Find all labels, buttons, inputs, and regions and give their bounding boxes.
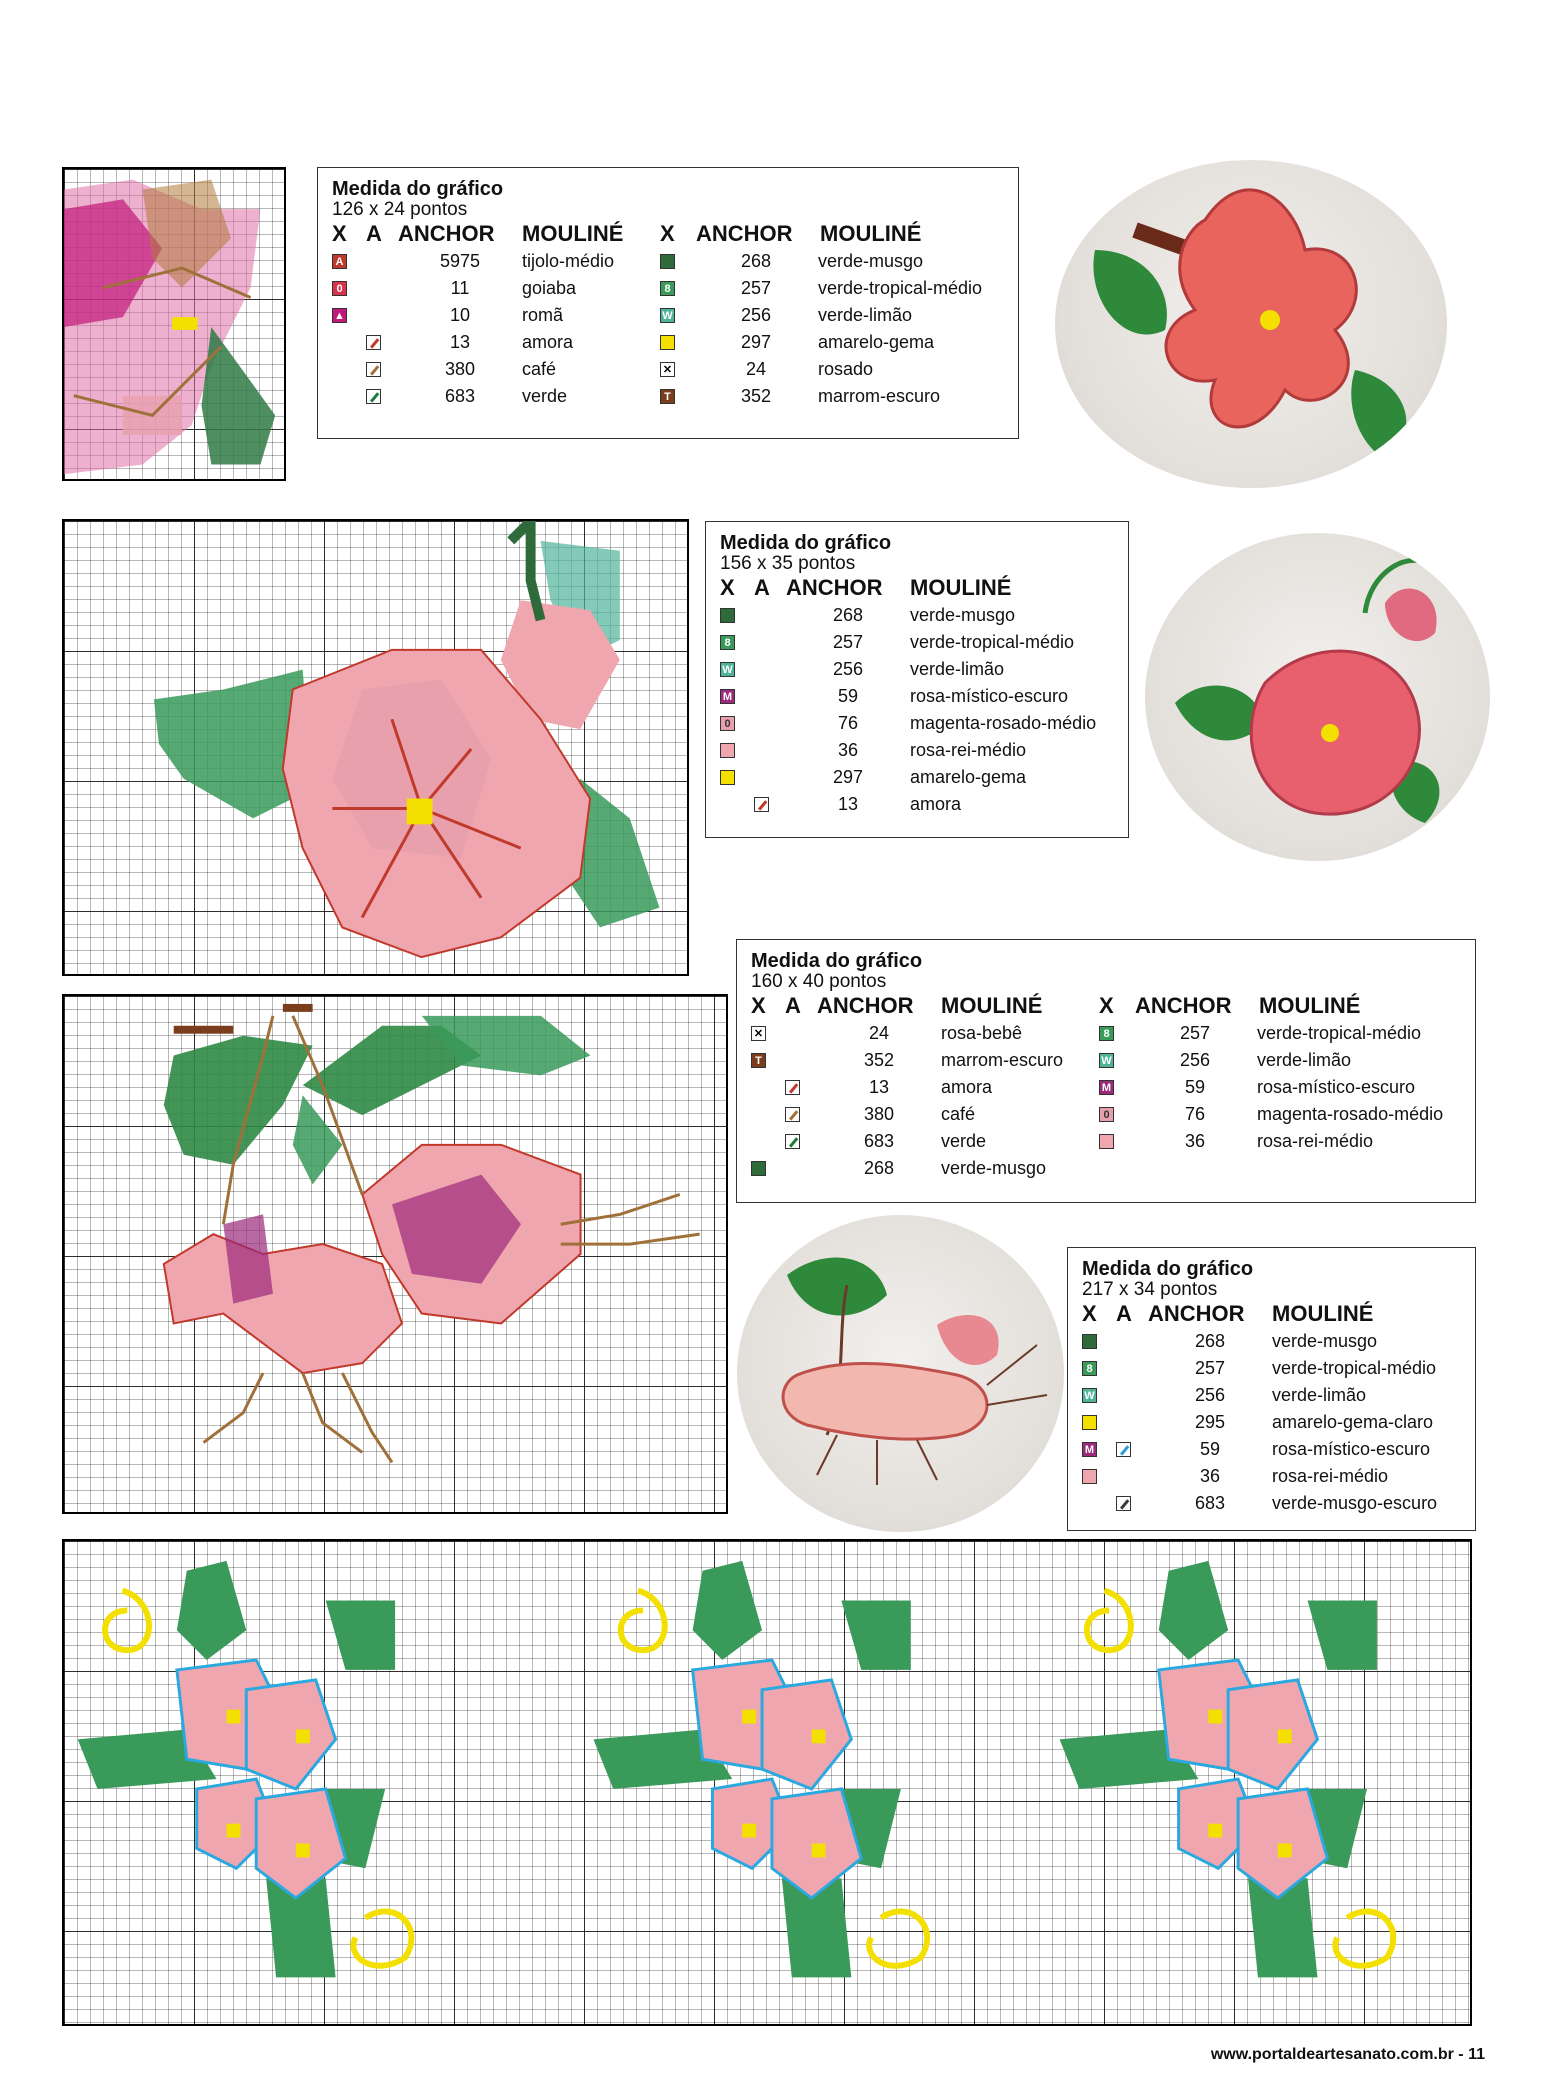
- backstitch-symbol: [366, 335, 381, 350]
- thread-name: verde-tropical-médio: [1257, 1023, 1422, 1043]
- anchor-code: 36: [837, 740, 859, 760]
- anchor-code: 257: [1194, 1358, 1226, 1378]
- anchor-code: 380: [444, 359, 476, 379]
- header-x: X: [1082, 1301, 1097, 1326]
- thread-color-swatch: [660, 335, 675, 350]
- thread-name: verde-musgo: [818, 251, 924, 271]
- legend-1: [317, 167, 1019, 439]
- legend-row: [720, 791, 1114, 818]
- legend-row: [720, 683, 1114, 710]
- chart-1-pattern-grid: [62, 167, 286, 481]
- thread-name: rosa-bebê: [941, 1023, 1023, 1043]
- anchor-code: 683: [1194, 1493, 1226, 1513]
- thread-name: rosa-rei-médio: [910, 740, 1027, 760]
- legend-row: [332, 302, 660, 329]
- thread-name: café: [522, 359, 557, 379]
- thread-color-swatch: [1082, 1469, 1097, 1484]
- backstitch-symbol: [1116, 1496, 1131, 1511]
- backstitch-symbol: [785, 1107, 800, 1122]
- thread-name: verde-tropical-médio: [910, 632, 1075, 652]
- thread-color-swatch: W: [1099, 1053, 1114, 1068]
- thread-color-swatch: [1099, 1134, 1114, 1149]
- chart-3-pattern-grid: [62, 994, 728, 1514]
- anchor-code: 36: [1184, 1131, 1206, 1151]
- legend-row: [720, 629, 1114, 656]
- thread-name: rosa-místico-escuro: [1257, 1077, 1416, 1097]
- thread-name: verde-limão: [1257, 1050, 1352, 1070]
- anchor-code: 380: [863, 1104, 895, 1124]
- anchor-code: 76: [1184, 1104, 1206, 1124]
- anchor-code: 256: [1194, 1385, 1226, 1405]
- thread-name: verde-musgo-escuro: [1272, 1493, 1438, 1513]
- header-x: X: [751, 993, 766, 1018]
- thread-name: café: [941, 1104, 976, 1124]
- thread-color-swatch: ✕: [751, 1026, 766, 1041]
- thread-color-swatch: [751, 1161, 766, 1176]
- legend-row: [720, 602, 1114, 629]
- photo-finished-embroidery-2: [1145, 533, 1490, 861]
- legend-row: [751, 1128, 1099, 1155]
- legend-row: [332, 383, 660, 410]
- chart-2-pattern-grid: [62, 519, 689, 976]
- anchor-code: 683: [863, 1131, 895, 1151]
- thread-name: rosa-rei-médio: [1257, 1131, 1374, 1151]
- legend-row: [751, 1155, 1099, 1182]
- anchor-code: 268: [832, 605, 864, 625]
- thread-color-swatch: M: [720, 689, 735, 704]
- chart-1-motif: [64, 169, 284, 479]
- legend-row: [751, 1074, 1099, 1101]
- header-a: A: [785, 993, 801, 1018]
- anchor-code: 13: [837, 794, 859, 814]
- thread-name: verde: [941, 1131, 987, 1151]
- anchor-code: 257: [740, 278, 772, 298]
- header-anchor: ANCHOR: [786, 575, 883, 600]
- thread-name: tijolo-médio: [522, 251, 615, 271]
- header-anchor: ANCHOR: [817, 993, 914, 1018]
- anchor-code: 257: [832, 632, 864, 652]
- legend-row: [660, 248, 982, 275]
- legend-row: [660, 302, 982, 329]
- legend-row: [1099, 1020, 1443, 1047]
- thread-color-swatch: 8: [720, 635, 735, 650]
- header-x: X: [1099, 993, 1114, 1018]
- thread-name: marrom-escuro: [818, 386, 941, 406]
- thread-color-swatch: A: [332, 254, 347, 269]
- legend-row: [1082, 1436, 1461, 1463]
- anchor-code: 352: [863, 1050, 895, 1070]
- backstitch-symbol: [754, 797, 769, 812]
- header-x: X: [660, 221, 675, 246]
- anchor-code: 76: [837, 713, 859, 733]
- anchor-code: 268: [1194, 1331, 1226, 1351]
- legend-row: [332, 329, 660, 356]
- header-anchor: ANCHOR: [1135, 993, 1232, 1018]
- header-anchor: ANCHOR: [696, 221, 793, 246]
- legend-row: [660, 275, 982, 302]
- thread-name: verde: [522, 386, 568, 406]
- legend-3-size: 160 x 40 pontos: [751, 971, 887, 992]
- chart-2-motif: [64, 521, 687, 974]
- anchor-code: 295: [1194, 1412, 1226, 1432]
- legend-2: [705, 521, 1129, 838]
- thread-name: amarelo-gema: [818, 332, 935, 352]
- thread-color-swatch: 0: [720, 716, 735, 731]
- legend-3-title: Medida do gráfico: [751, 950, 923, 972]
- backstitch-symbol: [1116, 1442, 1131, 1457]
- anchor-code: 5975: [439, 251, 481, 271]
- anchor-code: 36: [1199, 1466, 1221, 1486]
- anchor-code: 683: [444, 386, 476, 406]
- thread-name: rosa-místico-escuro: [910, 686, 1069, 706]
- thread-color-swatch: [1082, 1415, 1097, 1430]
- thread-name: verde-tropical-médio: [1272, 1358, 1437, 1378]
- thread-name: rosa-místico-escuro: [1272, 1439, 1431, 1459]
- thread-name: magenta-rosado-médio: [1257, 1104, 1444, 1124]
- anchor-code: 256: [832, 659, 864, 679]
- thread-name: rosa-rei-médio: [1272, 1466, 1389, 1486]
- thread-name: marrom-escuro: [941, 1050, 1064, 1070]
- legend-1-size: 126 x 24 pontos: [332, 199, 468, 220]
- anchor-code: 59: [837, 686, 859, 706]
- legend-row: [720, 656, 1114, 683]
- anchor-code: 297: [740, 332, 772, 352]
- legend-row: [1099, 1074, 1443, 1101]
- thread-color-swatch: M: [1082, 1442, 1097, 1457]
- anchor-code: 297: [832, 767, 864, 787]
- legend-row: [1082, 1463, 1461, 1490]
- legend-row: [1099, 1128, 1443, 1155]
- thread-color-swatch: 0: [1099, 1107, 1114, 1122]
- legend-row: [720, 737, 1114, 764]
- thread-name: verde-musgo: [1272, 1331, 1378, 1351]
- thread-color-swatch: [720, 743, 735, 758]
- chart-4-border-pattern-grid: [62, 1539, 1472, 2026]
- legend-2-title: Medida do gráfico: [720, 532, 892, 554]
- legend-row: [660, 356, 982, 383]
- thread-name: verde-limão: [1272, 1385, 1367, 1405]
- legend-row: [1099, 1047, 1443, 1074]
- thread-color-swatch: T: [751, 1053, 766, 1068]
- thread-color-swatch: [720, 770, 735, 785]
- thread-color-swatch: [720, 608, 735, 623]
- legend-4: [1067, 1247, 1476, 1531]
- thread-color-swatch: W: [720, 662, 735, 677]
- anchor-code: 352: [740, 386, 772, 406]
- legend-row: [1082, 1409, 1461, 1436]
- anchor-code: 13: [868, 1077, 890, 1097]
- header-a: A: [754, 575, 770, 600]
- legend-row: [660, 329, 982, 356]
- legend-4-size: 217 x 34 pontos: [1082, 1279, 1218, 1300]
- thread-name: amarelo-gema: [910, 767, 1027, 787]
- backstitch-symbol: [785, 1080, 800, 1095]
- thread-color-swatch: [1082, 1334, 1097, 1349]
- header-anchor: ANCHOR: [398, 221, 495, 246]
- header-mouline: MOULINÉ: [820, 221, 922, 246]
- legend-row: [751, 1020, 1099, 1047]
- header-mouline: MOULINÉ: [522, 221, 624, 246]
- thread-name: amarelo-gema-claro: [1272, 1412, 1434, 1432]
- legend-row: [1082, 1490, 1461, 1517]
- thread-name: verde-musgo: [941, 1158, 1047, 1178]
- header-anchor: ANCHOR: [1148, 1301, 1245, 1326]
- header-x: X: [332, 221, 347, 246]
- chart-3-motif: [64, 996, 726, 1512]
- photo-finished-embroidery-1: [1055, 160, 1447, 488]
- anchor-code: 11: [450, 278, 470, 298]
- thread-name: magenta-rosado-médio: [910, 713, 1097, 733]
- legend-4-title: Medida do gráfico: [1082, 1258, 1254, 1280]
- header-mouline: MOULINÉ: [1272, 1301, 1374, 1326]
- anchor-code: 24: [745, 359, 767, 379]
- backstitch-symbol: [366, 362, 381, 377]
- thread-color-swatch: 8: [1099, 1026, 1114, 1041]
- legend-row: [1082, 1355, 1461, 1382]
- legend-row: [332, 356, 660, 383]
- thread-name: amora: [910, 794, 962, 814]
- thread-name: verde-limão: [910, 659, 1005, 679]
- thread-name: verde-tropical-médio: [818, 278, 983, 298]
- legend-2-size: 156 x 35 pontos: [720, 553, 856, 574]
- anchor-code: 24: [868, 1023, 890, 1043]
- legend-1-title: Medida do gráfico: [332, 178, 504, 200]
- legend-row: [720, 710, 1114, 737]
- anchor-code: 268: [740, 251, 772, 271]
- thread-color-swatch: ✕: [660, 362, 675, 377]
- thread-color-swatch: W: [660, 308, 675, 323]
- anchor-code: 268: [863, 1158, 895, 1178]
- anchor-code: 256: [1179, 1050, 1211, 1070]
- header-a: A: [1116, 1301, 1132, 1326]
- header-a: A: [366, 221, 382, 246]
- thread-color-swatch: M: [1099, 1080, 1114, 1095]
- legend-row: [751, 1047, 1099, 1074]
- header-mouline: MOULINÉ: [910, 575, 1012, 600]
- chart-4-motif: [64, 1541, 1470, 2024]
- anchor-code: 13: [449, 332, 471, 352]
- thread-name: goiaba: [522, 278, 577, 298]
- thread-color-swatch: 8: [1082, 1361, 1097, 1376]
- anchor-code: 257: [1179, 1023, 1211, 1043]
- legend-row: [332, 248, 660, 275]
- thread-name: verde-musgo: [910, 605, 1016, 625]
- anchor-code: 10: [449, 305, 471, 325]
- thread-color-swatch: ▲: [332, 308, 347, 323]
- backstitch-symbol: [785, 1134, 800, 1149]
- legend-row: [751, 1101, 1099, 1128]
- photo-finished-embroidery-3: [737, 1215, 1064, 1532]
- thread-name: amora: [941, 1077, 993, 1097]
- thread-color-swatch: 8: [660, 281, 675, 296]
- thread-color-swatch: W: [1082, 1388, 1097, 1403]
- header-x: X: [720, 575, 735, 600]
- thread-name: verde-limão: [818, 305, 913, 325]
- anchor-code: 59: [1184, 1077, 1206, 1097]
- thread-name: amora: [522, 332, 574, 352]
- legend-row: [1082, 1382, 1461, 1409]
- backstitch-symbol: [366, 389, 381, 404]
- header-mouline: MOULINÉ: [941, 993, 1043, 1018]
- thread-color-swatch: 0: [332, 281, 347, 296]
- anchor-code: 59: [1199, 1439, 1221, 1459]
- anchor-code: 256: [740, 305, 772, 325]
- legend-row: [720, 764, 1114, 791]
- legend-row: [332, 275, 660, 302]
- thread-color-swatch: T: [660, 389, 675, 404]
- legend-3: [736, 939, 1476, 1203]
- legend-row: [1082, 1328, 1461, 1355]
- legend-row: [1099, 1101, 1443, 1128]
- thread-name: rosado: [818, 359, 874, 379]
- legend-row: [660, 383, 982, 410]
- footer-website-page: www.portaldeartesanato.com.br - 11: [1210, 2046, 1485, 2063]
- thread-color-swatch: [660, 254, 675, 269]
- thread-name: romã: [522, 305, 564, 325]
- header-mouline: MOULINÉ: [1259, 993, 1361, 1018]
